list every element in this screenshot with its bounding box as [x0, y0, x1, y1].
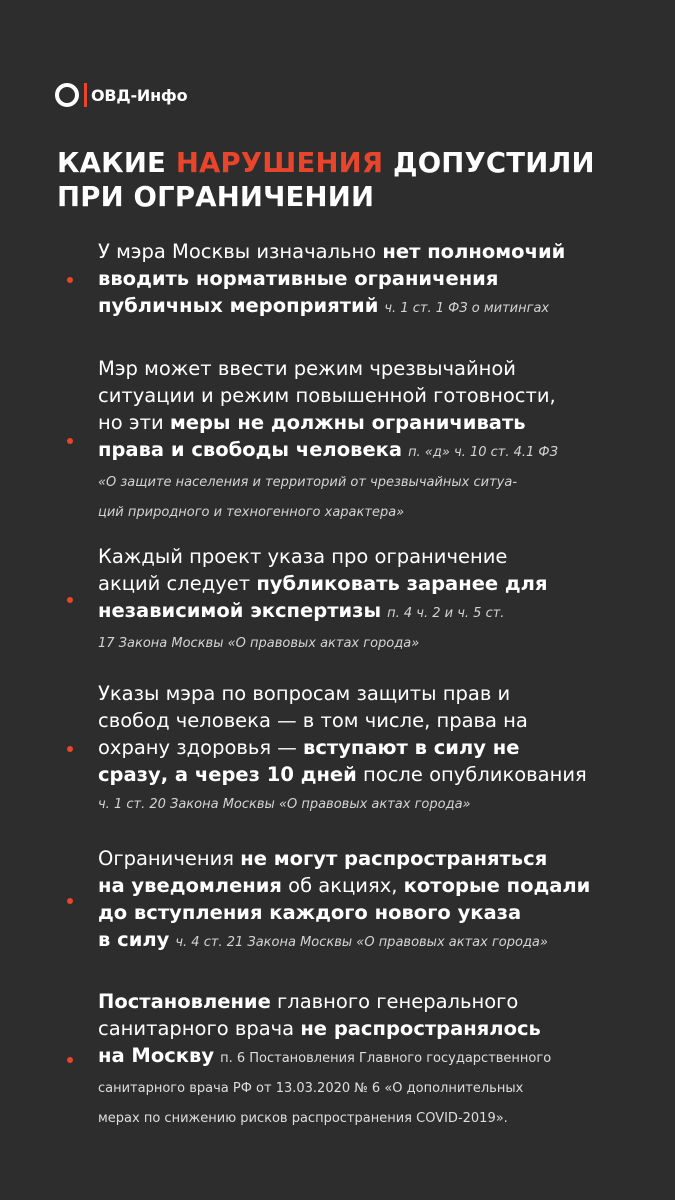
item-text: Каждый проект указа про ограничение [98, 545, 508, 568]
item-reference: 17 Закона Москвы «О правовых актах города» [98, 636, 420, 651]
list-item [98, 238, 658, 322]
item-text: охрану здоровья — [98, 736, 303, 759]
logo-ring-icon [55, 83, 79, 107]
item-bold: вводить нормативные ограничения [98, 267, 499, 290]
bullet-icon [67, 898, 73, 904]
bullet-icon [67, 746, 73, 752]
item-reference: п. 4 ч. 2 и ч. 5 ст. [387, 606, 505, 621]
item-bold: меры не должны ограничивать [169, 411, 526, 434]
item-bold: публиковать заранее для [256, 572, 548, 595]
item-reference: п. 6 Постановления Главного государственного [220, 1051, 552, 1066]
item-reference: ч. 1 ст. 20 Закона Москвы «О правовых актах города» [98, 797, 471, 812]
item-reference: п. «д» ч. 10 ст. 4.1 ФЗ [408, 445, 558, 460]
item-bold: публичных мероприятий [98, 294, 379, 317]
item-reference: мерах по снижению рисков распространения COVID-2019». [98, 1111, 508, 1126]
ovd-info-logo [55, 82, 187, 108]
item-bold: не распространялось [300, 1017, 541, 1040]
item-text: свобод человека — в том числе, права на [98, 709, 528, 732]
item-bold: права и свободы человека [98, 438, 403, 461]
bullet-icon [67, 597, 73, 603]
item-bold: на Москву [98, 1044, 215, 1067]
item-bold: до вступления каждого нового указа [98, 901, 522, 924]
title-part2: ДОПУСТИЛИ [383, 147, 595, 179]
item-text: санитарного врача [98, 1017, 301, 1040]
item-bold: на уведомления [98, 874, 282, 897]
item-reference: «О защите населения и территорий от чрезвычайных ситуа- [98, 475, 518, 490]
item-reference: санитарного врача РФ от 13.03.2020 № 6 «О дополнительных [98, 1081, 524, 1096]
item-text: У мэра Москвы изначально [98, 240, 383, 263]
item-bold: сразу, а через 10 дней [98, 763, 357, 786]
item-text: Ограничения [98, 847, 241, 870]
title-line2: ПРИ ОГРАНИЧЕНИИ [57, 181, 375, 213]
title-part1: КАКИЕ [57, 147, 176, 179]
item-bold: которые подали [403, 874, 591, 897]
bullet-icon [67, 438, 73, 444]
list-item [98, 680, 658, 818]
list-item [98, 355, 658, 526]
list-item [98, 543, 658, 657]
item-text: ситуации и режим повышенной готовности, [98, 384, 556, 407]
page-title [57, 146, 647, 214]
item-text: Мэр может ввести режим чрезвычайной [98, 357, 516, 380]
item-reference: ч. 1 ст. 1 ФЗ о митингах [384, 301, 550, 316]
bullet-icon [67, 1057, 73, 1063]
item-text: но эти [98, 411, 170, 434]
item-bold: независимой экспертизы [98, 599, 382, 622]
item-bold: не могут распространяться [240, 847, 548, 870]
item-bold: в силу [98, 928, 170, 951]
item-text: Указы мэра по вопросам защиты прав и [98, 682, 511, 705]
item-reference: ций природного и техногенного характера» [98, 505, 405, 520]
item-text: акций следует [98, 572, 257, 595]
logo-bar-icon [84, 83, 87, 107]
item-text: после опубликования [356, 763, 587, 786]
logo-text: ОВД-Инфо [91, 85, 188, 105]
item-bold: Постановление [98, 990, 271, 1013]
item-text: главного генерального [270, 990, 519, 1013]
item-bold: вступают в силу не [303, 736, 520, 759]
bullet-icon [67, 277, 73, 283]
list-item [98, 988, 658, 1132]
item-text: об акциях, [281, 874, 404, 897]
item-bold: нет полномочий [382, 240, 566, 263]
item-reference: ч. 4 ст. 21 Закона Москвы «О правовых актах города» [175, 935, 548, 950]
list-item [98, 845, 658, 956]
title-accent: НАРУШЕНИЯ [175, 147, 384, 179]
